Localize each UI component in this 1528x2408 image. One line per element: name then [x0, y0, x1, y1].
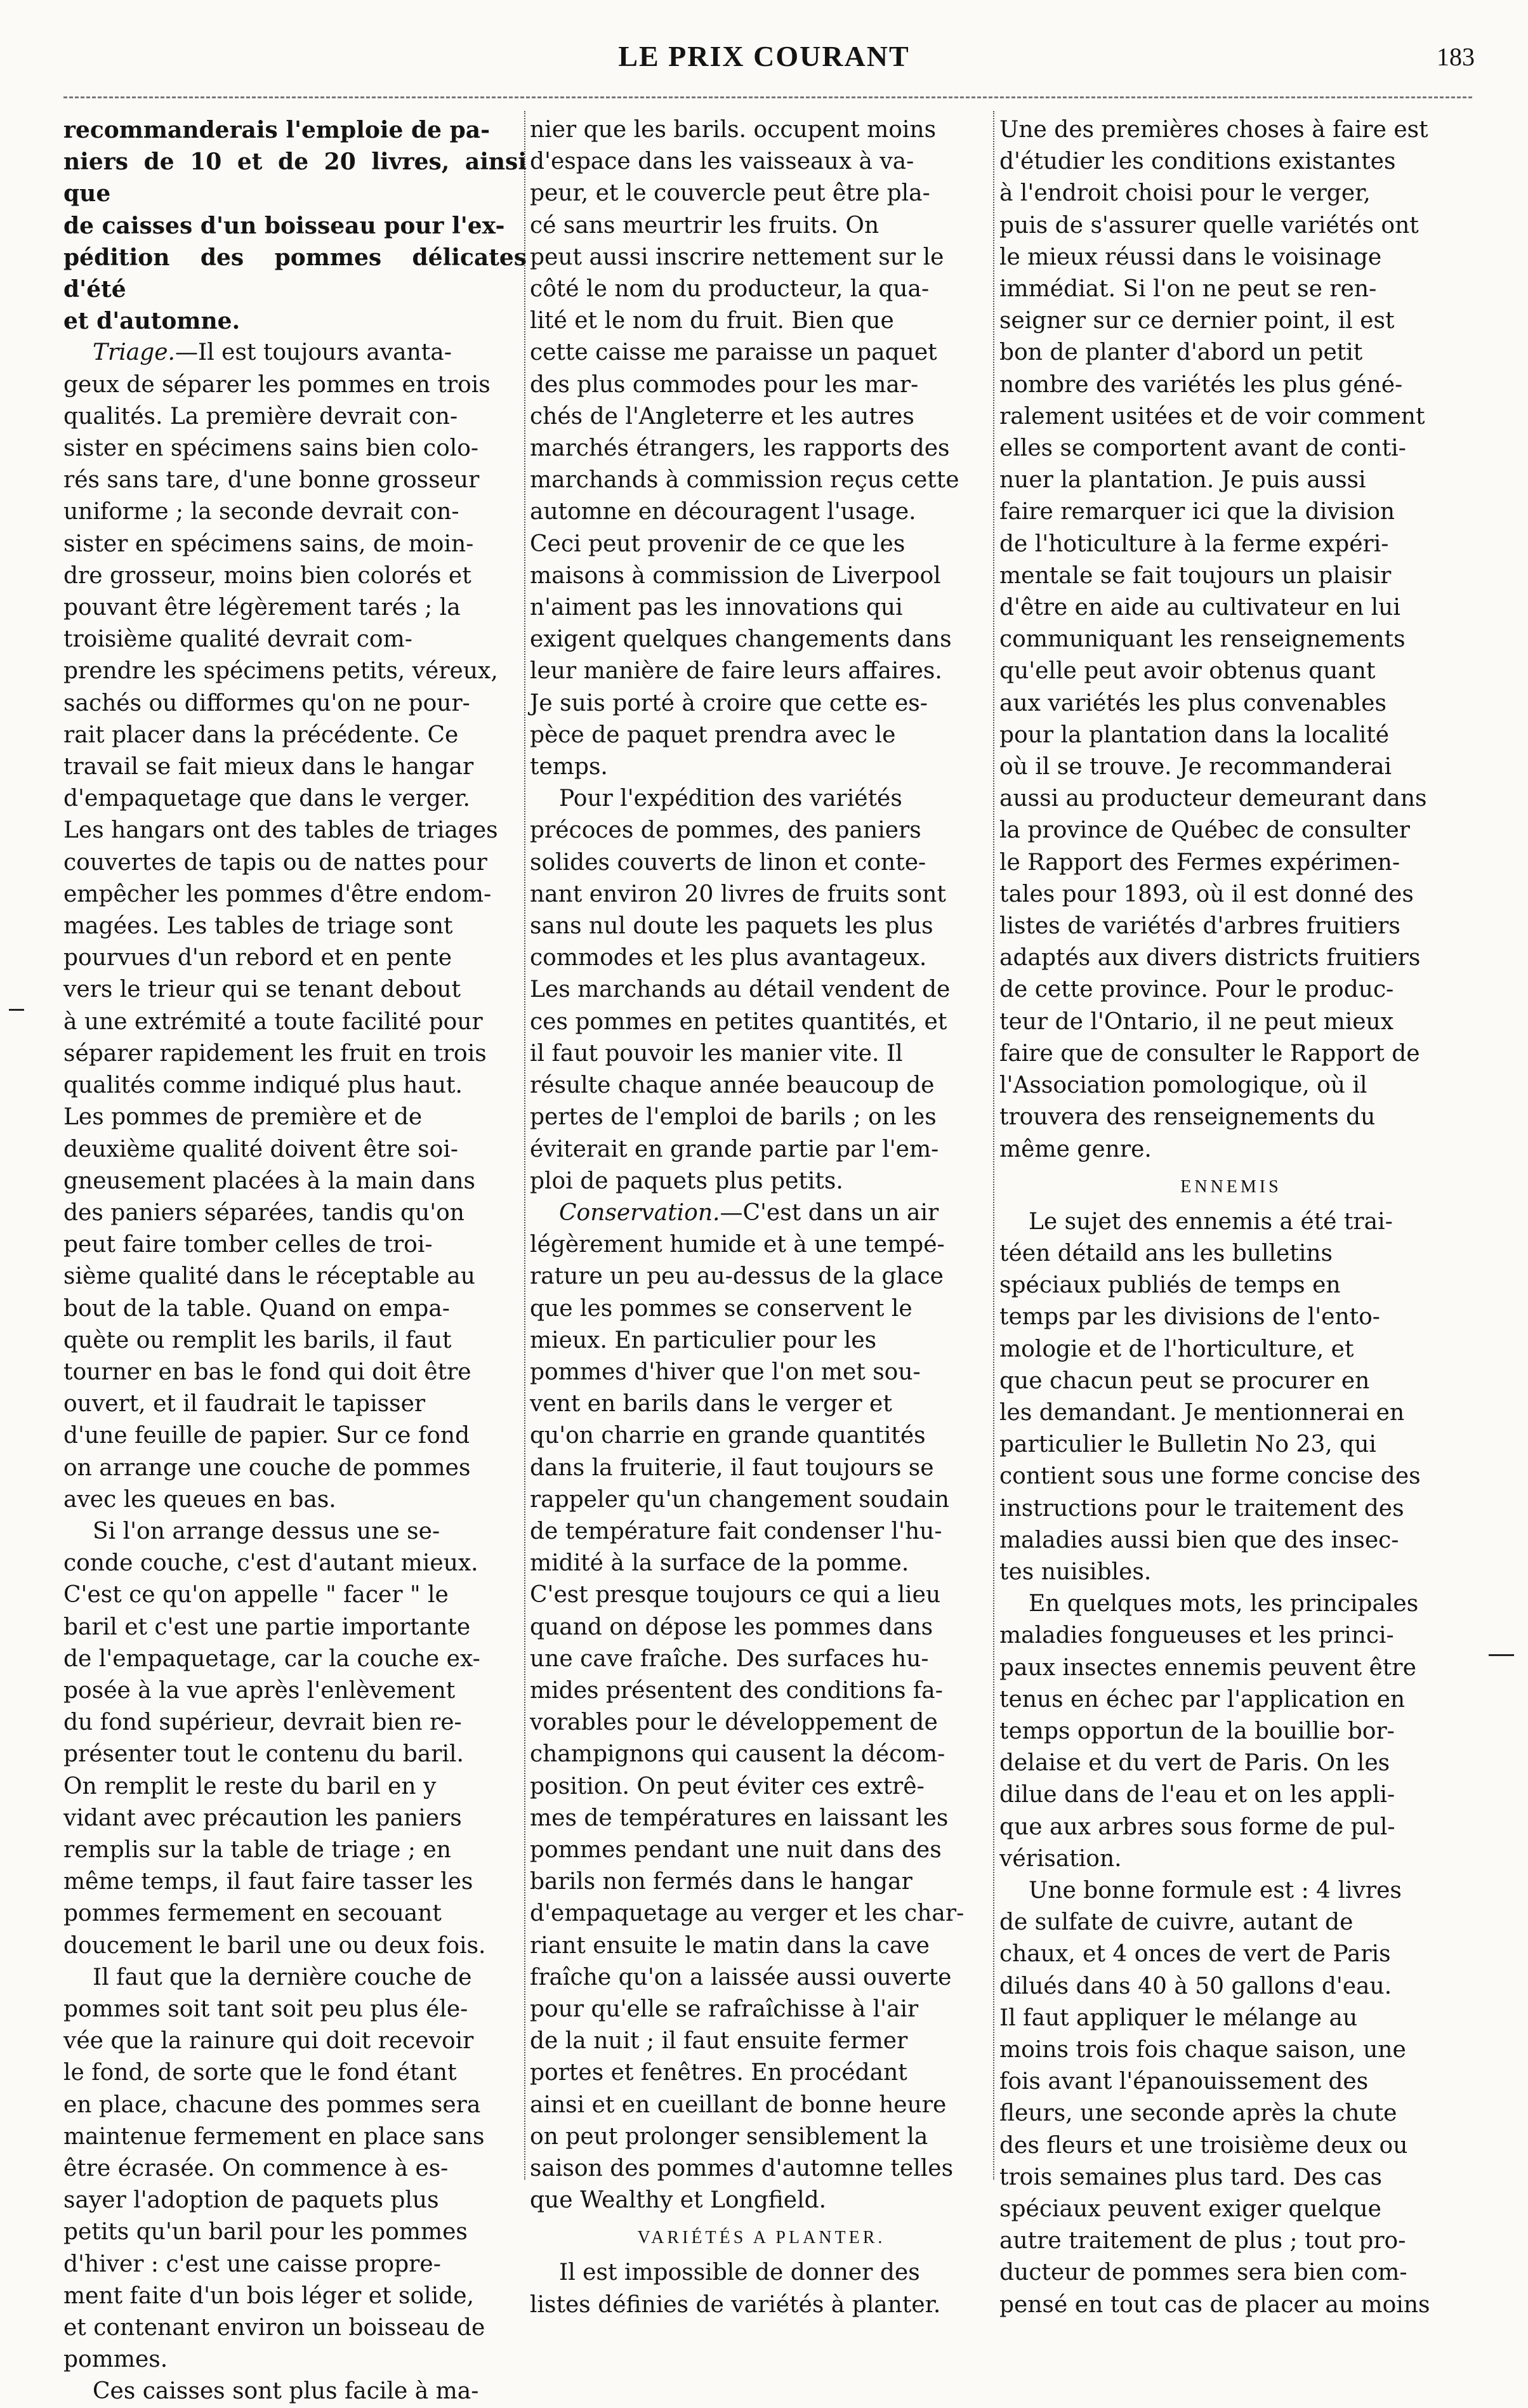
- paragraph-text: recommanderais l'emploie de pa- niers de 10 et de 20 livres, ainsi que de caisses d'un boisseau pour l'ex- pédition des pommes délicates d'été et d'automne.: [63, 117, 527, 335]
- paragraph: [530, 783, 993, 1197]
- paragraph-text: nier que les barils. occupent moins d'espace dans les vaisseaux à va- peur, et le couvercle peut être pla- cé sans meurtrir les fruits. On peut aussi inscrire nettement sur le côté le nom du producteur, la qua- lité et le nom du fruit. Bien que cette caisse me paraisse un paquet des plus commodes pour les mar- chés de l'Angleterre et les autres marchés étrangers, les rapports des marchands à commission reçus cette automne en découragent l'usage. Ceci peut provenir de ce que les maisons à commission de Liverpool n'aiment pas les innovations qui exigent quelques changements dans leur manière de faire leurs affaires. Je suis porté à croire que cette es- pèce de paquet prendra avec le temps.: [530, 117, 959, 780]
- header-rule: [63, 96, 1472, 98]
- paragraph: [63, 1516, 527, 1962]
- paragraph: [530, 114, 993, 783]
- paragraph: [530, 2257, 993, 2320]
- run-in-heading: Triage.: [93, 339, 175, 366]
- column-divider: [993, 111, 994, 2180]
- paragraph-text: Ces caisses sont plus facile à ma-: [93, 2378, 479, 2405]
- paragraph: [999, 114, 1463, 1166]
- margin-tick: [1489, 1654, 1514, 1656]
- running-head: [0, 39, 1528, 77]
- paragraph-text: En quelques mots, les principales maladies fongueuses et les princi- paux insectes ennemis peuvent être tenus en échec par l'application en temps opportun de la bouillie bor- delaise et du vert de Paris. On les dilue dans de l'eau et on les appli- que aux arbres sous forme de pul- vérisation.: [999, 1591, 1419, 1872]
- paragraph: [63, 1962, 527, 2376]
- paragraph-text: Il faut que la dernière couche de pommes soit tant soit peu plus éle- vée que la rainure qui doit recevoir le fond, de sorte que le fond étant en place, chacune des pommes sera maintenue fermement en place sans être écrasée. On commence à es- sayer l'adoption de paquets plus petits qu'un baril pour les pommes d'hiver : c'est une caisse propre- ment faite d'un bois léger et solide, et contenant environ un boisseau de pommes.: [63, 1964, 485, 2373]
- paragraph: [999, 1875, 1463, 2321]
- run-in-heading: Conservation.: [559, 1199, 720, 1226]
- paragraph-text: Si l'on arrange dessus une se- conde couche, c'est d'autant mieux. C'est ce qu'on appelle " facer " le baril et c'est une partie importante de l'empaquetage, car la couche ex- posée à la vue après l'enlèvement du fond supérieur, devrait bien re- présenter tout le contenu du baril. On remplit le reste du baril en y vidant avec précaution les paniers remplis sur la table de triage ; en même temps, il faut faire tasser les pommes fermement en secouant doucement le baril une ou deux fois.: [63, 1518, 486, 1959]
- text-column-1: [63, 114, 527, 2408]
- text-column-2: [530, 114, 993, 2321]
- text-column-3: [999, 114, 1463, 2321]
- paragraph-text: Une des premières choses à faire est d'étudier les conditions existantes à l'endroit choisi pour le verger, puis de s'assurer quelle variétés ont le mieux réussi dans le voisinage immédiat. Si l'on ne peut se ren- seigner sur ce dernier point, il est bon de planter d'abord un petit nombre des variétés les plus géné- ralement usitées et de voir comment elles se comportent avant de conti- nuer la plantation. Je puis aussi faire remarquer ici que la division de l'hoticulture à la ferme expéri- mentale se fait toujours un plaisir d'être en aide au cultivateur en lui communiquant les renseignements qu'elle peut avoir obtenus quant aux variétés les plus convenables pour la plantation dans la localité où il se trouve. Je recommanderai aussi au producteur demeurant dans la province de Québec de consulter le Rapport des Fermes expérimen- tales pour 1893, où il est donné des listes de variétés d'arbres fruitiers adaptés aux divers districts fruitiers de cette province. Pour le produc- teur de l'Ontario, il ne peut mieux faire que de consulter le Rapport de l'Association pomologique, où il trouvera des renseignements du même genre.: [999, 117, 1428, 1162]
- page-number: 183: [1437, 43, 1475, 71]
- paragraph: [63, 114, 527, 337]
- section-heading: VARIÉTÉS A PLANTER.: [637, 2228, 886, 2248]
- margin-tick: [9, 1009, 24, 1011]
- paragraph-text: Une bonne formule est : 4 livres de sulfate de cuivre, autant de chaux, et 4 onces de vert de Paris dilués dans 40 à 50 gallons d'eau. Il faut appliquer le mélange au moins trois fois chaque saison, une fois avant l'épanouissement des fleurs, une seconde après la chute des fleurs et une troisième deux ou trois semaines plus tard. Des cas spéciaux peuvent exiger quelque autre traitement de plus ; tout pro- ducteur de pommes sera bien com- pensé en tout cas de placer au moins: [999, 1877, 1430, 2318]
- paragraph: [63, 2376, 527, 2407]
- paragraph-text: Pour l'expédition des variétés précoces de pommes, des paniers solides couverts de linon et conte- nant environ 20 livres de fruits sont sans nul doute les paquets les plus commodes et les plus avantageux. Les marchands au détail vendent de ces pommes en petites quantités, et il faut pouvoir les manier vite. Il résulte chaque année beaucoup de pertes de l'emploi de barils ; on les éviterait en grande partie par l'em- ploi de paquets plus petits.: [530, 786, 951, 1194]
- journal-title: LE PRIX COURANT: [618, 40, 910, 72]
- paragraph-text: Il est impossible de donner des listes définies de variétés à planter.: [530, 2260, 941, 2318]
- section-heading: ENNEMIS: [1180, 1176, 1282, 1197]
- paragraph: [63, 337, 527, 1516]
- paragraph-text: —C'est dans un air légèrement humide et à une tempé- rature un peu au-dessus de la glace que les pommes se conservent le mieux. En particulier pour les pommes d'hiver que l'on met sou- vent en barils dans le verger et qu'on charrie en grande quantités dans la fruiterie, il faut toujours se rappeler qu'un changement soudain de température fait condenser l'hu- midité à la surface de la pomme. C'est presque toujours ce qui a lieu quand on dépose les pommes dans une cave fraîche. Des surfaces hu- mides présentent des conditions fa- vorables pour le développement de champignons qui causent la décom- position. On peut éviter ces extrê- mes de températures en laissant les pommes pendant une nuit dans des barils non fermés dans le hangar d'empaquetage au verger et les char- riant ensuite le matin dans la cave fraîche qu'on a laissée aussi ouverte pour qu'elle se rafraîchisse à l'air de la nuit ; il faut ensuite fermer portes et fenêtres. En procédant ainsi et en cueillant de bonne heure on peut prolonger sensiblement la saison des pommes d'automne telles que Wealthy et Longfield.: [530, 1199, 965, 2214]
- paragraph-text: —Il est toujours avanta- geux de séparer les pommes en trois qualités. La première devrait con- sister en spécimens sains bien colo- rés sans tare, d'une bonne grosseur uniforme ; la seconde devrait con- sister en spécimens sains, de moin- dre grosseur, moins bien colorés et pouvant être légèrement tarés ; la troisième qualité devrait com- prendre les spécimens petits, véreux, sachés ou difformes qu'on ne pour- rait placer dans la précédente. Ce travail se fait mieux dans le hangar d'empaquetage que dans le verger. Les hangars ont des tables de triages couvertes de tapis ou de nattes pour empêcher les pommes d'être endom- magées. Les tables de triage sont pourvues d'un rebord et en pente vers le trieur qui se tenant debout à une extrémité a toute facilité pour séparer rapidement les fruit en trois qualités comme indiqué plus haut. Les pommes de première et de deuxième qualité doivent être soi- gneusement placées à la main dans des paniers séparées, tandis qu'on peut faire tomber celles de troi- sième qualité dans le réceptable au bout de la table. Quand on empa- quète ou remplit les barils, il faut tourner en bas le fond qui doit être ouvert, et il faudrait le tapisser d'une feuille de papier. Sur ce fond on arrange une couche de pommes avec les queues en bas.: [63, 339, 498, 1513]
- paragraph: [530, 1197, 993, 2217]
- paragraph: [999, 1588, 1463, 1875]
- paragraph: [999, 1206, 1463, 1588]
- paragraph-text: Le sujet des ennemis a été trai- téen détaild ans les bulletins spéciaux publiés de temps en temps par les divisions de l'ento- mologie et de l'horticulture, et que chacun peut se procurer en les demandant. Je mentionnerai en particulier le Bulletin No 23, qui contient sous une forme concise des instructions pour le traitement des maladies aussi bien que des insec- tes nuisibles.: [999, 1208, 1421, 1585]
